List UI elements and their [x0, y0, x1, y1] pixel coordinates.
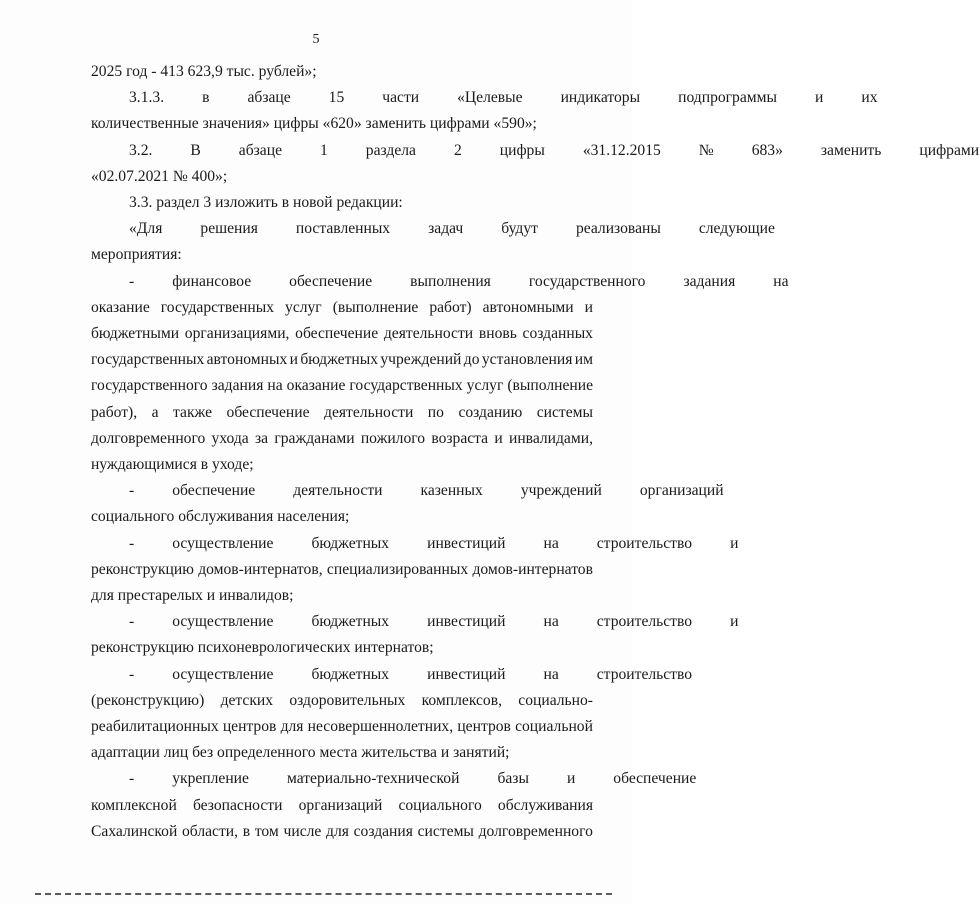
word: укрепление [172, 770, 249, 788]
word: бюджетными [91, 325, 180, 343]
word: для [280, 718, 304, 736]
word: автономными [482, 298, 574, 316]
word: задания [683, 272, 736, 290]
word: Сахалинской [91, 822, 178, 840]
word: и [584, 298, 593, 316]
word: - [129, 613, 135, 631]
word: бюджетных [311, 534, 390, 552]
word: цифрами [919, 141, 979, 159]
word: установления [481, 351, 573, 369]
word: - [129, 272, 135, 290]
word: до [463, 351, 480, 369]
text-line-19 [91, 531, 739, 557]
word: работ), [91, 403, 138, 421]
text-line-21: для престарелых и инвалидов; [91, 587, 294, 605]
text-line-27: адаптации лиц без определенного места жительства и занятий; [91, 744, 510, 762]
word: услуг [466, 377, 504, 395]
word: обеспечение [289, 272, 373, 290]
word: пожилого [360, 429, 426, 447]
text-line-9 [91, 269, 789, 295]
word: (выполнение [507, 377, 593, 395]
word: системы [417, 822, 474, 840]
word: организаций [298, 796, 383, 814]
text-line-2 [91, 85, 878, 111]
word: и [730, 613, 739, 631]
word: 15 [328, 89, 345, 107]
word: оказание [91, 298, 150, 316]
word: организациями, [184, 325, 290, 343]
word: строительство [596, 665, 693, 683]
word: специализированных [326, 560, 469, 578]
word: на [543, 534, 559, 552]
text-line-25 [91, 688, 593, 714]
word: детских [220, 691, 274, 709]
word: - [129, 770, 135, 788]
word: - [129, 534, 135, 552]
word: № [698, 141, 714, 159]
text-line-26 [91, 714, 593, 740]
text-line-14 [91, 400, 593, 426]
word: работ) [429, 298, 472, 316]
word: индикаторы [560, 89, 641, 107]
word: и [494, 429, 503, 447]
word: домов-интернатов [472, 560, 593, 578]
word: будут [501, 220, 538, 238]
word: социальной [515, 718, 593, 736]
text-line-5: «02.07.2021 № 400»; [91, 167, 228, 185]
word: задания [211, 377, 264, 395]
word: государственных [349, 377, 463, 395]
text-line-23: реконструкцию психоневрологических интернатов; [91, 639, 434, 657]
word: финансовое [172, 272, 252, 290]
text-line-18: социального обслуживания населения; [91, 508, 350, 526]
word: социально- [518, 691, 593, 709]
word: государственных [160, 298, 275, 316]
word: выполнения [410, 272, 491, 290]
word: осуществление [172, 534, 274, 552]
word: В [190, 141, 201, 159]
word: в [202, 89, 210, 107]
word: за [254, 429, 269, 447]
word: реализованы [575, 220, 661, 238]
text-line-22 [91, 609, 739, 635]
text-line-15 [91, 426, 593, 452]
word: деятельности [383, 325, 474, 343]
scan-edge-rule [35, 893, 612, 895]
word: «Для [129, 220, 163, 238]
word: строительство [596, 613, 693, 631]
word: бюджетных [311, 613, 390, 631]
word: поставленных [295, 220, 391, 238]
page-number: 5 [312, 32, 320, 47]
word: инвестиций [427, 534, 506, 552]
text-line-6: 3.3. раздел 3 изложить в новой редакции: [129, 194, 403, 212]
word: числе [283, 822, 322, 840]
word: системы [536, 403, 593, 421]
word: деятельности [324, 403, 414, 421]
word: государственного [528, 272, 646, 290]
text-line-29 [91, 793, 593, 819]
word: в [242, 822, 251, 840]
word: 3.2. [129, 141, 153, 159]
word: долговременного [478, 822, 593, 840]
word: также [173, 403, 213, 421]
word: автономных [206, 351, 288, 369]
word: вновь [478, 325, 517, 343]
word: им [574, 351, 593, 369]
word: реконструкцию [91, 560, 194, 578]
word: «31.12.2015 [582, 141, 661, 159]
word: осуществление [172, 613, 274, 631]
word: - [129, 482, 135, 500]
word: безопасности [192, 796, 283, 814]
text-line-28 [91, 766, 697, 792]
word: - [129, 665, 135, 683]
word: 3.1.3. [129, 89, 165, 107]
word: на [543, 665, 559, 683]
word: оказание [286, 377, 346, 395]
word: цифры [499, 141, 545, 159]
word: материально-технической [286, 770, 460, 788]
word: оздоровительных [289, 691, 406, 709]
text-line-12 [91, 347, 593, 373]
word: абзаце [247, 89, 291, 107]
word: «Целевые [457, 89, 523, 107]
text-line-17 [91, 478, 724, 504]
word: бюджетных [311, 665, 390, 683]
word: (выполнение [332, 298, 419, 316]
word: а [151, 403, 159, 421]
word: учреждений [520, 482, 602, 500]
text-line-10 [91, 295, 593, 321]
word: комплексной [91, 796, 177, 814]
word: казенных [420, 482, 483, 500]
word: части [382, 89, 420, 107]
word: 2 [453, 141, 462, 159]
word: и [566, 770, 576, 788]
word: долговременного [91, 429, 206, 447]
word: на [543, 613, 559, 631]
word: возраста [431, 429, 489, 447]
word: (реконструкцию) [91, 691, 205, 709]
text-line-3: количественные значения» цифры «620» заменить цифрами «590»; [91, 115, 537, 133]
word: осуществление [172, 665, 274, 683]
word: следующие [698, 220, 775, 238]
word: инвалидами, [508, 429, 593, 447]
word: деятельности [293, 482, 383, 500]
word: социального [398, 796, 482, 814]
text-line-1: 2025 год - 413 623,9 тыс. рублей»; [91, 63, 317, 80]
text-line-13 [91, 373, 593, 399]
word: для [326, 822, 349, 840]
text-line-4 [91, 138, 979, 164]
word: центров [457, 718, 511, 736]
word: на [267, 377, 283, 395]
word: области, [182, 822, 239, 840]
word: бюджетных [300, 351, 379, 369]
word: гражданами [274, 429, 355, 447]
word: организаций [639, 482, 724, 500]
word: обеспечение [172, 482, 256, 500]
word: созданных [522, 325, 593, 343]
word: обслуживания [497, 796, 593, 814]
word: задач [428, 220, 464, 238]
word: обеспечение [295, 325, 379, 343]
text-line-30 [91, 819, 593, 845]
word: 683» [751, 141, 783, 159]
word: инвестиций [427, 665, 506, 683]
document-body [91, 59, 979, 845]
word: на [773, 272, 789, 290]
word: комплексов, [421, 691, 502, 709]
text-line-8: мероприятия: [91, 246, 182, 264]
word: заменить [820, 141, 882, 159]
word: базы [497, 770, 529, 788]
word: том [254, 822, 279, 840]
word: инвестиций [427, 613, 506, 631]
word: ухода [211, 429, 249, 447]
word: и [815, 89, 824, 107]
text-line-20 [91, 557, 593, 583]
word: решения [200, 220, 258, 238]
text-line-16: нуждающимися в уходе; [91, 456, 254, 474]
word: абзаце [238, 141, 282, 159]
word: государственных [91, 351, 205, 369]
text-line-7 [91, 216, 775, 242]
word: по [427, 403, 444, 421]
word: создания [353, 822, 413, 840]
word: созданию [458, 403, 523, 421]
word: их [861, 89, 878, 107]
word: подпрограммы [678, 89, 777, 107]
word: обеспечение [613, 770, 697, 788]
word: обеспечение [226, 403, 310, 421]
word: и [289, 351, 298, 369]
word: строительство [596, 534, 693, 552]
word: домов-интернатов, [198, 560, 323, 578]
word: услуг [285, 298, 322, 316]
word: раздела [365, 141, 416, 159]
word: несовершеннолетних, [307, 718, 454, 736]
word: учреждений [380, 351, 462, 369]
word: 1 [320, 141, 328, 159]
word: реабилитационных [91, 718, 219, 736]
word: центров [222, 718, 277, 736]
word: государственного [91, 377, 208, 395]
text-line-24 [91, 662, 693, 688]
text-line-11 [91, 321, 593, 347]
word: и [730, 534, 739, 552]
